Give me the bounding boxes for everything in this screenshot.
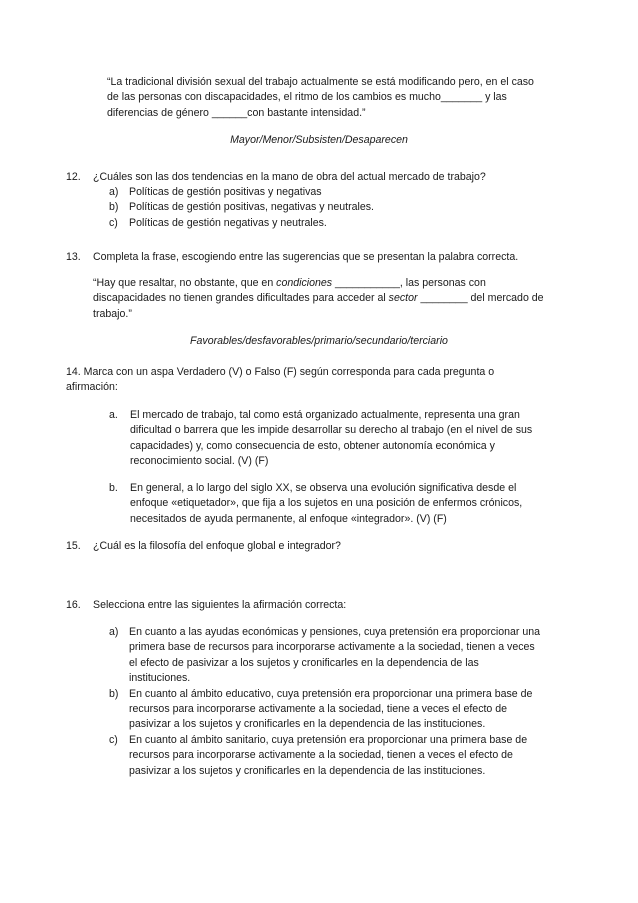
option-text: recursos para incorporarse activamente a la sociedad, tienen a veces el efecto de (129, 749, 513, 762)
item-text: necesitados de ayuda permanente, al enfoque «integrador». (V) (F) (130, 512, 447, 525)
intro-line: diferencias de género ______con bastante intensidad.” (107, 106, 366, 119)
intro-options: Mayor/Menor/Subsisten/Desaparecen (230, 134, 408, 146)
sentence-italic-word: condiciones (276, 277, 333, 289)
sentence-part: trabajo.” (93, 307, 132, 320)
option-text: En cuanto a las ayudas económicas y pensiones, cuya pretensión era proporcionar una (129, 626, 541, 638)
option-text: instituciones. (129, 672, 191, 685)
question-number: 15. (66, 540, 81, 552)
option-label: a) (109, 186, 119, 198)
question-number: 12. (66, 171, 81, 183)
option-text: Políticas de gestión positivas y negativas (129, 186, 322, 198)
option-text: En cuanto al ámbito educativo, cuya pretensión era proporcionar una primera base de (129, 687, 533, 700)
option-item (109, 687, 540, 702)
option-label: b) (109, 687, 119, 700)
intro-line: “La tradicional división sexual del trabajo actualmente se está modificando pero, en el caso (107, 76, 534, 88)
question-14-item-b (109, 481, 522, 527)
option-text: Políticas de gestión negativas y neutrales. (129, 216, 327, 229)
item-text: reconocimiento social. (V) (F) (130, 455, 269, 468)
question-number: 13. (66, 251, 81, 263)
sentence-part: discapacidades no tienen grandes dificultades para acceder al (93, 292, 389, 305)
sentence-italic-word: sector (388, 292, 418, 305)
question-text: ¿Cuáles son las dos tendencias en la mano de obra del actual mercado de trabajo? (93, 171, 486, 183)
sentence-part: ________ del mercado de (417, 292, 544, 305)
option-item (109, 200, 374, 215)
question-12 (66, 170, 486, 185)
question-text: Completa la frase, escogiendo entre las sugerencias que se presentan la palabra correcta. (93, 251, 519, 263)
item-text: capacidades) y, como consecuencia de esto, obtener autonomía económica y (130, 439, 495, 452)
option-text: pasivizar a los sujetos y cronificarles en la dependencia de las instituciones. (129, 764, 486, 777)
intro-line: de las personas con discapacidades, el ritmo de los cambios es mucho_______ y las (107, 91, 507, 104)
option-text: pasivizar a los sujetos y cronificarles en la dependencia de las instituciones. (129, 718, 486, 731)
question-text: ¿Cuál es la filosofía del enfoque global e integrador? (93, 540, 341, 552)
option-item (109, 733, 540, 748)
item-text: El mercado de trabajo, tal como está organizado actualmente, representa una gran (130, 409, 520, 421)
item-label: b. (109, 482, 118, 494)
question-number: 16. (66, 599, 81, 611)
option-text: el efecto de pasivizar a los sujetos y cronificarles en la dependencia de las (129, 656, 479, 669)
option-label: c) (109, 733, 118, 746)
option-label: a) (109, 626, 119, 638)
question-text: Selecciona entre las siguientes la afirmación correcta: (93, 599, 347, 611)
option-item (109, 216, 374, 231)
question-14-item-a (109, 408, 532, 470)
question-12-options (109, 185, 374, 231)
option-label: b) (109, 201, 119, 214)
option-text: En cuanto al ámbito sanitario, cuya pretensión era proporcionar una primera base de (129, 733, 528, 746)
item-text: enfoque «etiquetador», que fija a los sujetos en una posición de enfermos crónicos, (130, 497, 523, 510)
option-text: recursos para incorporarse activamente a la sociedad, tiene a veces el efecto de (129, 703, 508, 716)
question-16-options (109, 625, 540, 779)
question-13-sentence (93, 276, 544, 322)
question-14 (66, 365, 494, 396)
option-item (109, 185, 374, 200)
sentence-part: “Hay que resaltar, no obstante, que en (93, 277, 277, 289)
option-label: c) (109, 216, 118, 229)
option-text: primera base de recursos para incorporarse activamente a la sociedad, tienen a veces (129, 641, 535, 654)
intro-quote (107, 75, 534, 121)
question-13 (66, 250, 518, 265)
sentence-part: ___________, las personas con (332, 277, 486, 289)
question-16 (66, 598, 346, 613)
question-13-options: Favorables/desfavorables/primario/secundario/terciario (190, 335, 448, 347)
question-text: afirmación: (66, 381, 118, 394)
question-15 (66, 539, 341, 554)
option-text: Políticas de gestión positivas, negativas y neutrales. (129, 201, 374, 214)
option-item (109, 625, 540, 640)
question-text: 14. Marca con un aspa Verdadero (V) o Falso (F) según corresponda para cada pregunta o (66, 366, 495, 378)
item-text: En general, a lo largo del siglo XX, se observa una evolución significativa desde el (130, 482, 517, 494)
item-text: dificultad o barrera que les impide desarrollar su derecho al trabajo (en el nivel de sus (130, 424, 533, 437)
item-label: a. (109, 409, 118, 421)
